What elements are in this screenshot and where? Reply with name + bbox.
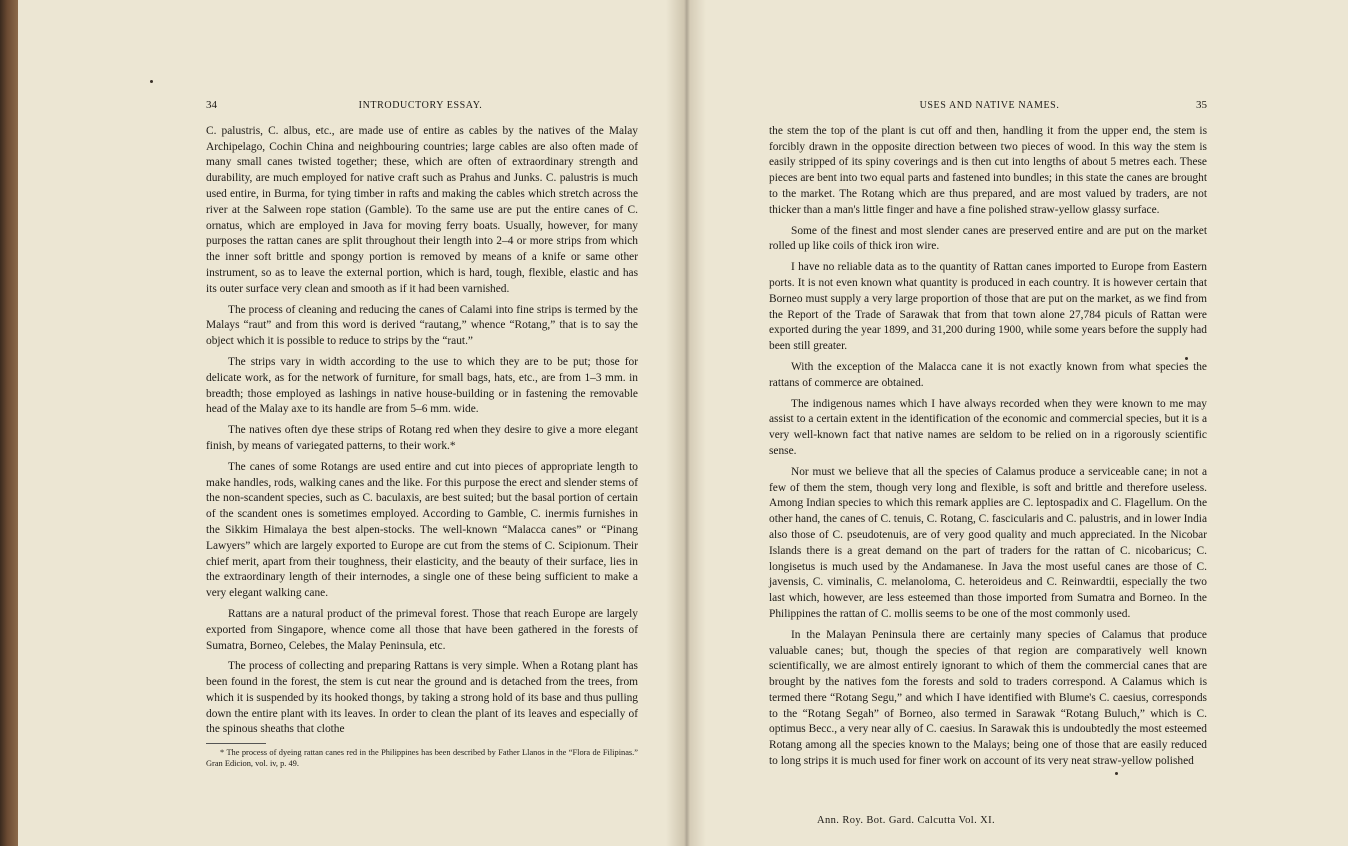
left-running-head	[206, 98, 638, 114]
right-page-number: 35	[1196, 99, 1207, 111]
right-paragraph: Some of the finest and most slender canes are preserved entire and are put on the market rolled up like coils of thick iron wire.	[769, 224, 1207, 253]
left-paragraph: C. palustris, C. albus, etc., are made use of entire as cables by the natives of the Malay Archipelago, Cochin China and neighbouring countries; large cables are also often made of many small canes twisted together; these, which are often of extraordinary strength and durability, are much employed for native craft such as Prahus and Junks. C. palustris is much used entire, in Burma, for tying timber in rafts and making the cables which stretch across the river at the Salween rope station (Gamble). To the same use are put the entire canes of C. ornatus, which are employed in Java for moving ferry boats. Usually, however, for many purposes the rattan canes are split throughout their length into 2–4 or more strips from which the inner soft brittle and spongy portion is removed by means of a knife or same other instrument, so as to leave the external portion, which is hard, tough, flexible, elastic and has its outer surface very clean and smooth as if it had been varnished.	[206, 124, 638, 295]
footnote: * The process of dyeing rattan canes red in the Philippines has been described by Father Llanos in the “Flora de Filipinas.” Gran Edicion, vol. iv, p. 49.	[206, 748, 638, 769]
left-page	[206, 98, 638, 769]
footnote-rule	[206, 743, 266, 744]
right-paragraph: Nor must we believe that all the species of Calamus produce a serviceable cane; in not a few of them the stem, though very long and flexible, is soft and brittle and therefore useless. Among Indian species to which this remark applies are C. leptospadix and C. Flagellum. On the other hand, the canes of C. tenuis, C. Rotang, C. fascicularis and C. palustris, and in lower India also those of C. pseudotenuis, are of very good quality and much appreciated. In the Nicobar Islands there is a great demand on the part of traders for the rattan of C. nicobaricus; C. longisetus is much used by the Andamanese. In Java the most useful canes are those of C. javensis, C. viminalis, C. melanoloma, C. heteroideus and C. Reinwardtii, especially the two last which, however, are less esteemed than those imported from Sumatra and Borneo. In the Philippines the rattan of C. mollis seems to be one of the most commonly used.	[769, 465, 1207, 620]
right-paragraph: the stem the top of the plant is cut off and then, handling it from the upper end, the stem is forcibly drawn in the opposite direction between two pieces of wood. In this way the stem is easily stripped of its spiny coverings and is then cut into lengths of about 5 metres each. These pieces are bent into two equal parts and fastened into bundles; in this state the canes are brought to the market. The Rotang which are thus prepared, and are most valued by traders, are not thicker than a man's little finger and have a fine polished straw-yellow glassy surface.	[769, 124, 1207, 216]
right-page	[769, 98, 1207, 775]
paper-speck	[150, 80, 153, 83]
left-page-number: 34	[206, 99, 217, 111]
right-running-title: USES AND NATIVE NAMES.	[919, 100, 1060, 111]
left-paragraph: The process of cleaning and reducing the canes of Calami into fine strips is termed by the Malays “raut” and from this word is derived “rautang,” whence “Rotang,” that is to say the object which it is possible to reduce to strips by the “raut.”	[206, 303, 638, 348]
signature-line: Ann. Roy. Bot. Gard. Calcutta Vol. XI.	[817, 815, 996, 826]
left-paragraph: The process of collecting and preparing Rattans is very simple. When a Rotang plant has been found in the forest, the stem is cut near the ground and is detached from the trees, from which it is suspended by its hooked thongs, by taking a strong hold of its base and thus pulling down the entire plant with its leaves. In order to clean the plant of its leaves and especially of the spinous sheaths that clothe	[206, 660, 638, 736]
right-paragraph: I have no reliable data as to the quantity of Rattan canes imported to Europe from Eastern ports. It is not even known what quantity is produced in each country. It is however certain that Borneo must supply a very large proportion of those that are put on the market, as we find from the Report of the Trade of Sarawak that from that town alone 27,784 piculs of Rattan were exported during the year 1899, and 31,200 during 1900, while some years before the supply had been still greater.	[769, 261, 1207, 353]
left-paragraph: The canes of some Rotangs are used entire and cut into pieces of appropriate length to make handles, rods, walking canes and the like. For this purpose the erect and slender stems of the non-scandent species, such as C. baculaxis, are best suited; but the basal portion of certain of the scandent ones is sometimes employed. According to Gamble, C. inermis furnishes in the Sikkim Himalaya the best alpen-stocks. The well-known “Malacca canes” or “Pinang Lawyers” which are largely exported to Europe are cut from the stems of C. Scipionum. Their chief merit, apart from their toughness, their elasticity, and the beauty of their surface, lies in the extraordinary length of their internodes, a single one of these being sufficient to make a very elegant walking cane.	[206, 460, 638, 600]
right-paragraph: In the Malayan Peninsula there are certainly many species of Calamus that produce valuable canes; but, though the species of that region are comparatively well known scientifically, we are almost entirely ignorant to which of them the commercial canes that are brought by the natives fom the forests and sold to traders correspond. A Calamus which is termed there “Rotang Segu,” and which I have identified with Blume's C. caesius, corresponds to the “Rotang Segah” of Borneo, also termed in Sarawak “Rotang Buluch,” which is C. optimus Becc., a very near ally of C. caesius. In Sarawak this is undoubtedly the most esteemed Rotang among all the species known to the Malays; being one of those that are easily reduced to long strips it is much used for finer work on account of its very neat straw-yellow polished	[769, 628, 1207, 768]
book-binding	[0, 0, 18, 846]
right-paragraph: With the exception of the Malacca cane it is not exactly known from what species the rattans of commerce are obtained.	[769, 360, 1207, 389]
left-paragraph: The natives often dye these strips of Rotang red when they desire to give a more elegant finish, by means of variegated patterns, to their work.*	[206, 424, 638, 452]
right-running-head	[769, 98, 1207, 114]
left-running-title: INTRODUCTORY ESSAY.	[358, 100, 483, 111]
left-paragraph: Rattans are a natural product of the primeval forest. Those that reach Europe are largely exported from Singapore, whence come all those that have been gathered in the forests of Sumatra, Borneo, Celebes, the Malay Peninsula, etc.	[206, 607, 638, 652]
book-gutter	[666, 0, 706, 846]
right-paragraph: The indigenous names which I have always recorded when they were known to me may assist to a certain extent in the identification of the economic and commercial species, but it is a very well-known fact that native names are seldom to be relied on in a rigorously scientific sense.	[769, 397, 1207, 457]
left-paragraph: The strips vary in width according to the use to which they are to be put; those for delicate work, as for the network of furniture, for small bags, hats, etc., are from 1–3 mm. in breadth; those employed as lashings in native house-building or in fastening the removable head of the Malay axe to its handle are from 5–6 mm. wide.	[206, 355, 638, 416]
